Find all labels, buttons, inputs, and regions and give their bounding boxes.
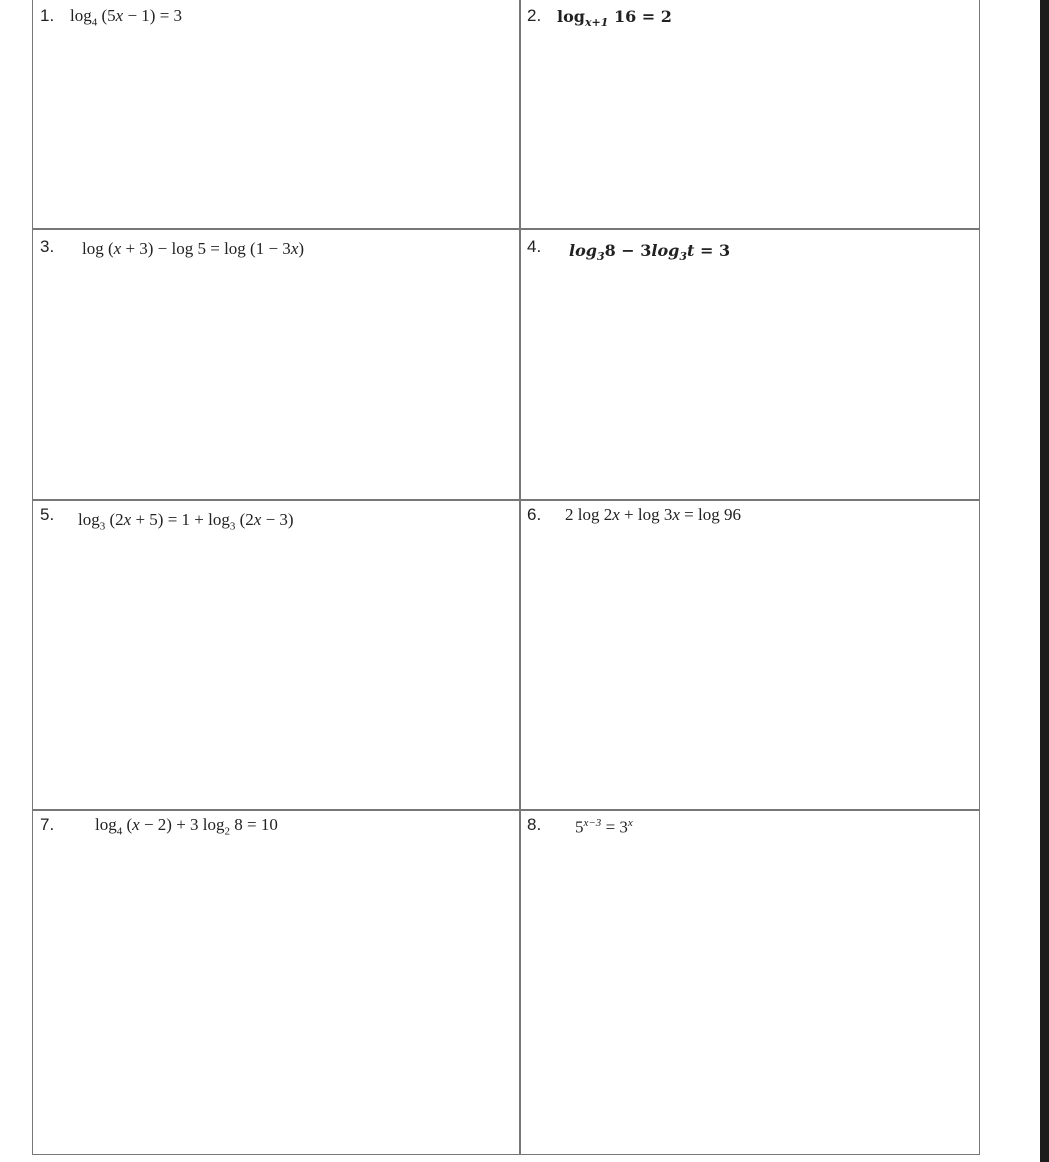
equation: $\log_4 (5x - 1) = 3$ <box>70 6 183 29</box>
equation: $5^{x-3} = 3^x$ <box>575 817 633 837</box>
row-divider <box>32 499 980 501</box>
problem-number: 5. <box>40 505 55 524</box>
problem-number: 2. <box>527 6 542 25</box>
equation: log (x + 3) − log 5 = log (1 − 3x) <box>82 239 305 258</box>
equation: $\log_4 (x - 2) + 3$ $\log_2 8 = 10$ <box>95 815 278 838</box>
equation: $\log_3 (2x + 5) = 1 + \log_3 (2x - 3)$ <box>78 510 294 533</box>
row-divider <box>32 228 980 230</box>
right-edge-bar <box>1040 0 1049 1162</box>
problem-number: 7. <box>40 815 55 834</box>
problem-number: 6. <box>527 505 542 524</box>
row-divider <box>32 809 980 811</box>
problem-number: 3. <box>40 237 55 256</box>
equation: 2 log 2x + log 3x = log 96 <box>565 505 741 524</box>
worksheet-table <box>32 0 980 1155</box>
equation: $\log_38 - 3\log_3t = 3$ <box>569 241 731 264</box>
equation: $\log_{x+1} 16 = 2$ <box>557 7 672 30</box>
column-divider <box>519 0 521 1155</box>
problem-number: 1. <box>40 6 55 25</box>
problem-number: 8. <box>527 815 542 834</box>
problem-number: 4. <box>527 237 542 256</box>
